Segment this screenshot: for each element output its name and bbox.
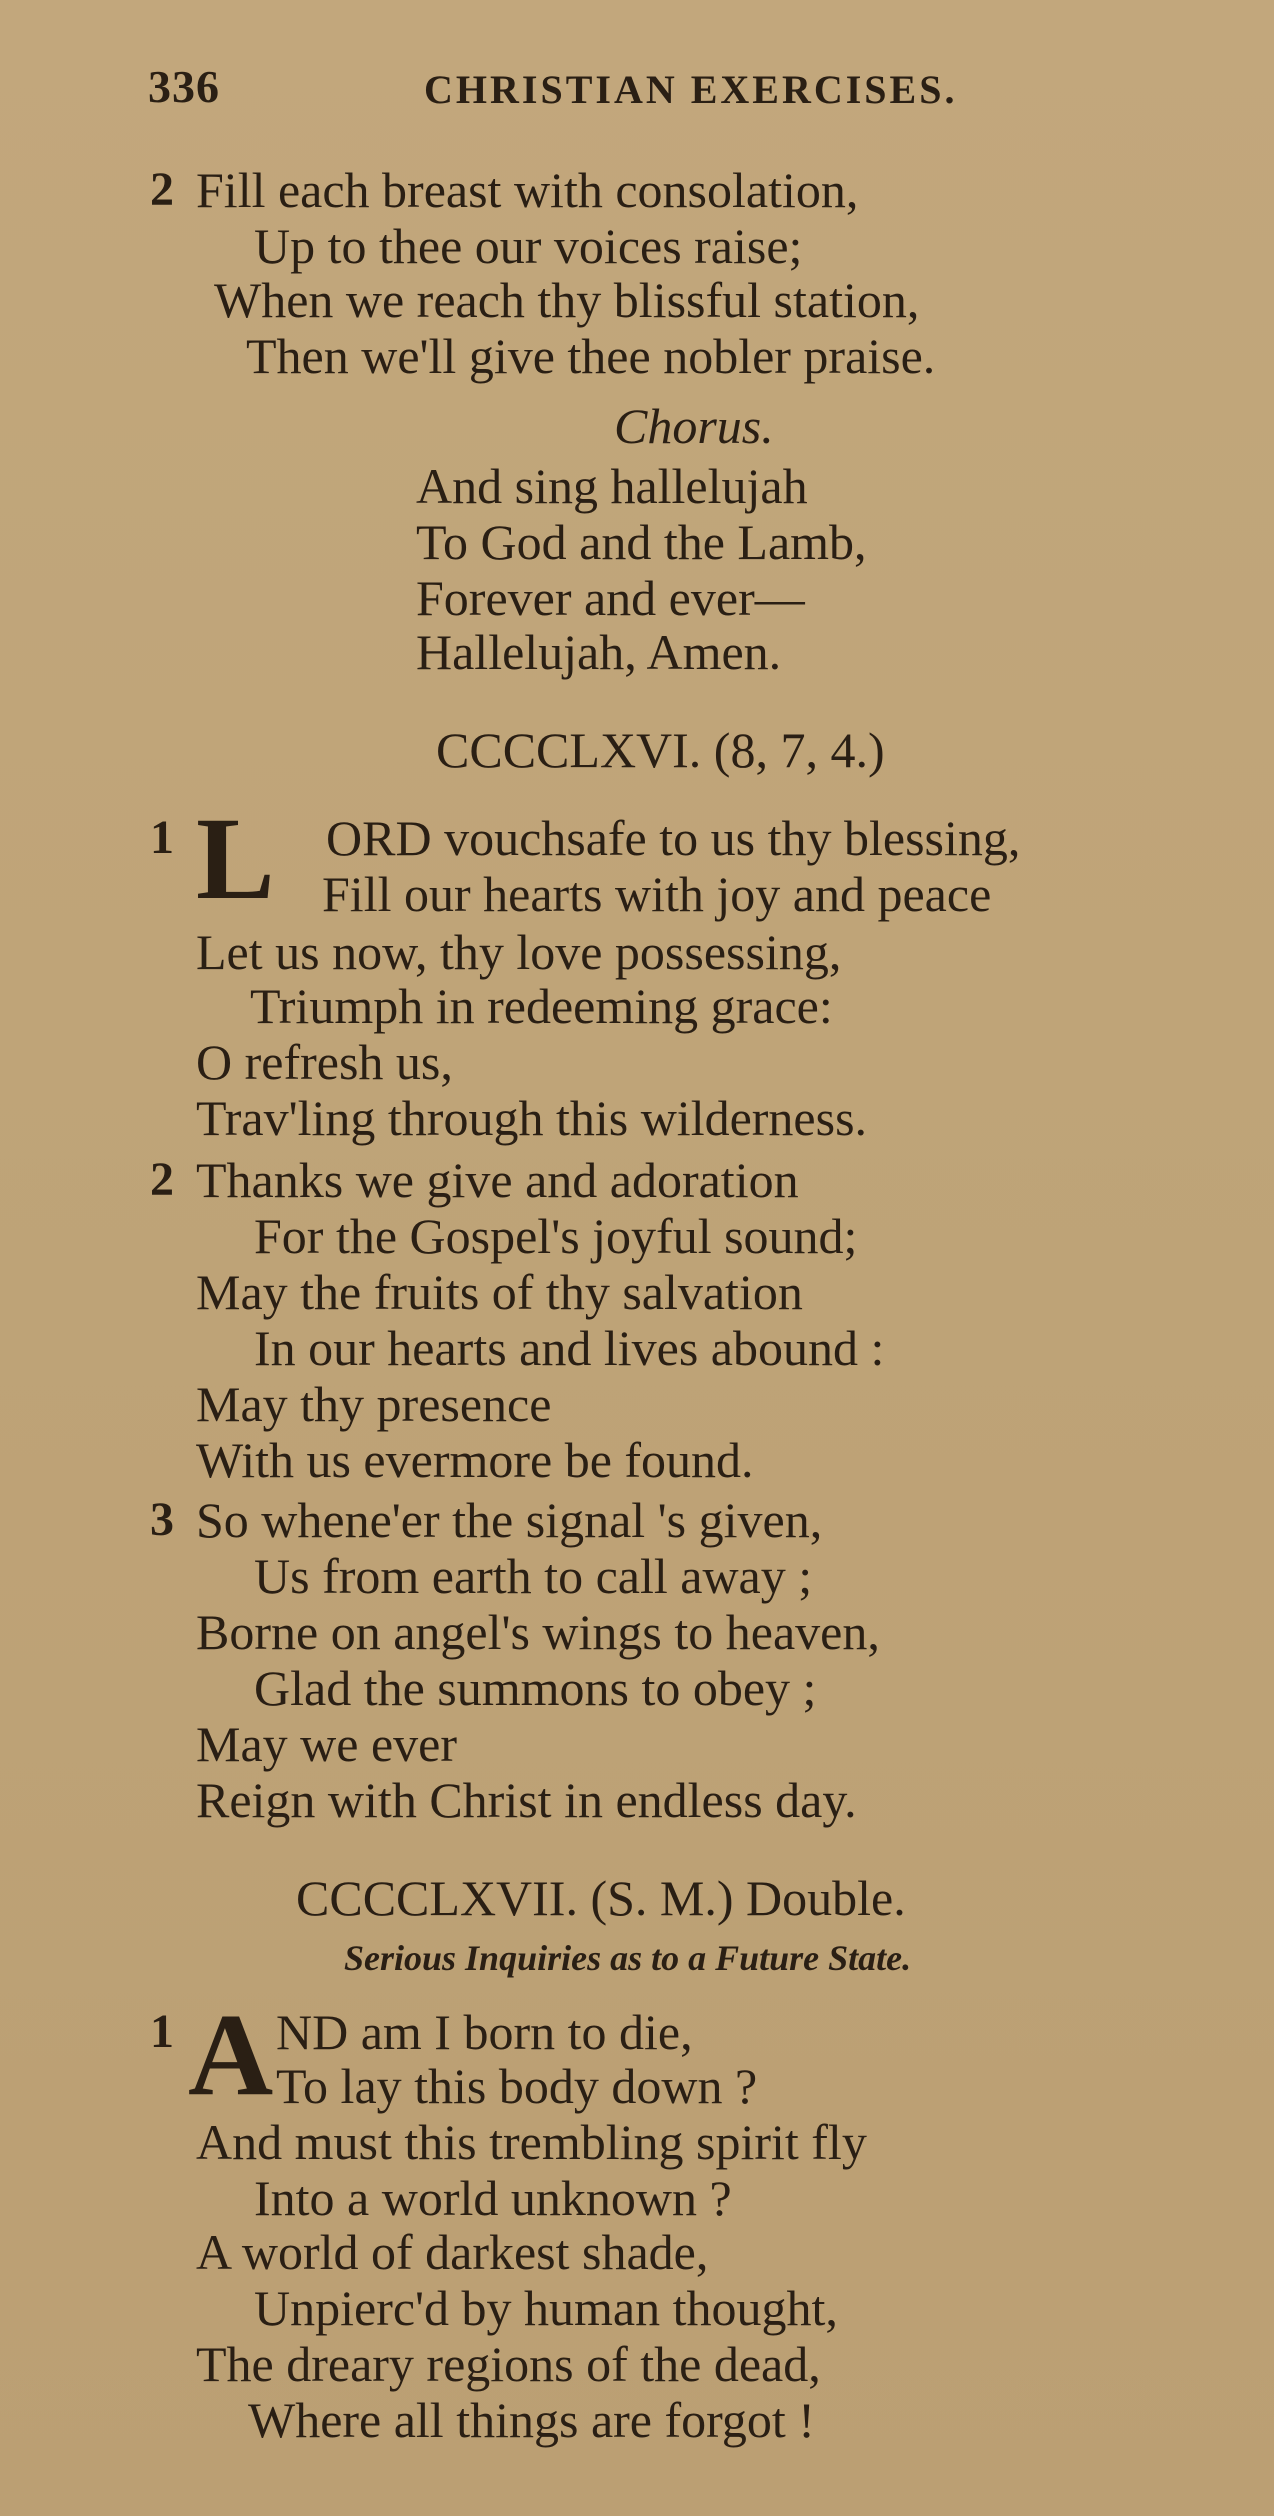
- verse-line: Us from earth to call away ;: [254, 1548, 813, 1604]
- verse-line: May we ever: [196, 1716, 457, 1772]
- verse-line: Up to thee our voices raise;: [254, 218, 803, 274]
- verse-line: With us evermore be found.: [196, 1432, 754, 1488]
- verse-line: Into a world unknown ?: [254, 2170, 732, 2226]
- verse-line: Triumph in redeeming grace:: [250, 978, 833, 1034]
- verse-number: 2: [150, 163, 174, 216]
- verse-line: For the Gospel's joyful sound;: [254, 1208, 858, 1264]
- verse-line: Unpierc'd by human thought,: [254, 2280, 838, 2336]
- running-title: CHRISTIAN EXERCISES.: [424, 67, 958, 112]
- verse-line: Trav'ling through this wilderness.: [196, 1090, 868, 1146]
- chorus-line: And sing hallelujah: [416, 458, 808, 514]
- verse-line: Fill our hearts with joy and peace: [322, 866, 992, 922]
- verse-line: Thanks we give and adoration: [196, 1152, 799, 1208]
- verse-line: The dreary regions of the dead,: [196, 2336, 821, 2392]
- verse-line: Reign with Christ in endless day.: [196, 1772, 857, 1828]
- verse-line: Fill each breast with consolation,: [196, 162, 859, 218]
- drop-cap: A: [188, 1989, 274, 2120]
- verse-line: Glad the summons to obey ;: [254, 1660, 817, 1716]
- verse-number: 3: [150, 1493, 174, 1546]
- chorus-heading: Chorus.: [614, 398, 774, 454]
- chorus-line: To God and the Lamb,: [416, 514, 867, 570]
- verse-line: Borne on angel's wings to heaven,: [196, 1604, 880, 1660]
- hymn-subtitle: Serious Inquiries as to a Future State.: [344, 1938, 912, 1978]
- chorus-line: Hallelujah, Amen.: [416, 624, 782, 680]
- drop-cap: L: [196, 793, 275, 924]
- verse-line: Where all things are forgot !: [248, 2392, 815, 2448]
- verse-line: May thy presence: [196, 1376, 552, 1432]
- verse-line: So whene'er the signal 's given,: [196, 1492, 823, 1548]
- verse-line: Let us now, thy love possessing,: [196, 924, 842, 980]
- chorus-line: Forever and ever—: [416, 570, 805, 626]
- verse-line: ND am I born to die,: [276, 2004, 693, 2060]
- verse-line: May the fruits of thy salvation: [196, 1264, 803, 1320]
- verse-line: ORD vouchsafe to us thy blessing,: [326, 810, 1021, 866]
- verse-number: 2: [150, 1153, 174, 1206]
- verse-line: To lay this body down ?: [276, 2058, 758, 2114]
- verse-number: 1: [150, 2005, 174, 2058]
- verse-line: When we reach thy blissful station,: [214, 272, 920, 328]
- page-number: 336: [148, 61, 220, 112]
- verse-line: Then we'll give thee nobler praise.: [246, 328, 936, 384]
- verse-line: A world of darkest shade,: [196, 2224, 709, 2280]
- verse-line: And must this trembling spirit fly: [196, 2114, 867, 2170]
- hymn-title: CCCCLXVI. (8, 7, 4.): [436, 722, 885, 778]
- verse-line: O refresh us,: [196, 1034, 453, 1090]
- page-header: [148, 60, 1148, 130]
- verse-line: In our hearts and lives abound :: [254, 1320, 885, 1376]
- hymn-title: CCCCLXVII. (S. M.) Double.: [296, 1870, 906, 1926]
- verse-number: 1: [150, 811, 174, 864]
